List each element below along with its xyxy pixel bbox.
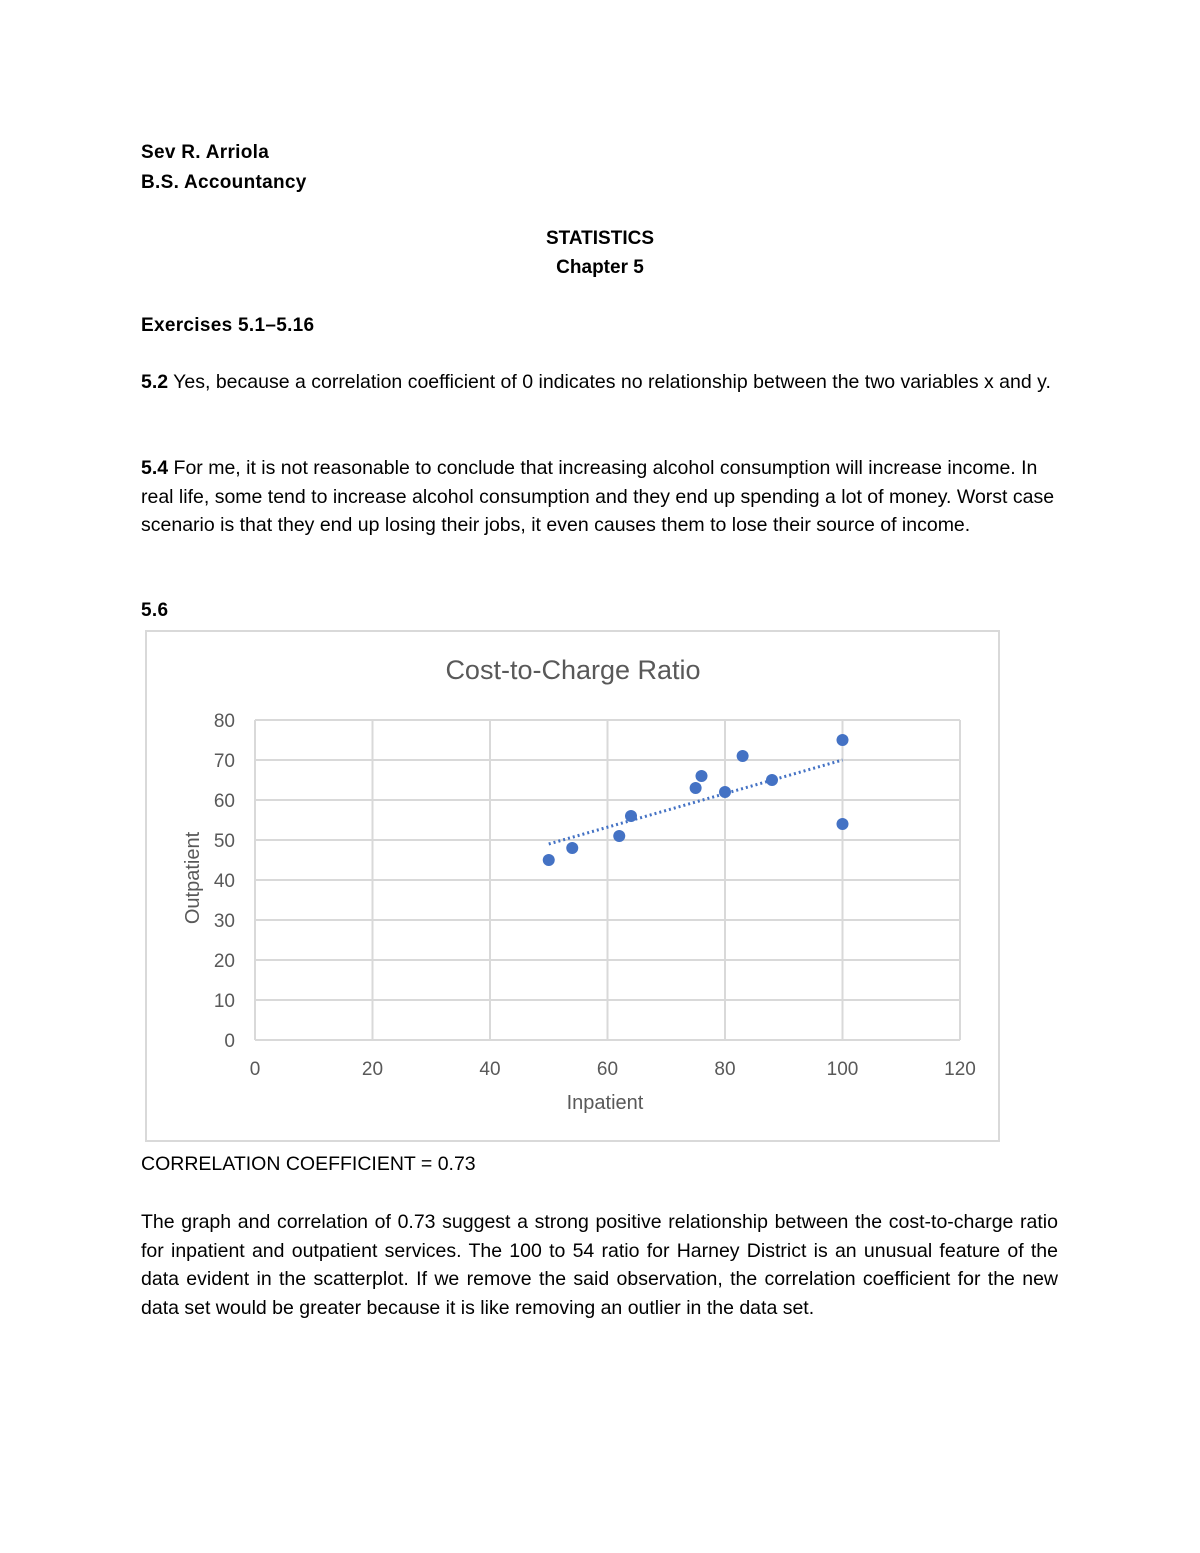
answer-5-2-text: Yes, because a correlation coefficient of 0 indicates no relationship between the two variables x and y. (168, 371, 1051, 393)
x-tick-label: 40 (479, 1059, 501, 1080)
x-tick-label: 80 (714, 1059, 736, 1080)
x-tick-label: 20 (361, 1059, 384, 1080)
data-point (737, 750, 749, 762)
correlation-result: CORRELATION COEFFICIENT = 0.73 (141, 1153, 476, 1175)
scatter-chart (147, 632, 998, 1140)
data-point (690, 782, 702, 794)
trendline-layer (549, 760, 843, 844)
data-point (719, 786, 731, 798)
y-axis-label: Outpatient (182, 831, 204, 925)
data-point (625, 810, 637, 822)
data-point (766, 774, 778, 786)
answer-5-4 (141, 454, 1061, 540)
grid-lines (255, 720, 960, 1040)
data-point (543, 854, 555, 866)
y-tick-label: 50 (213, 831, 235, 852)
y-tick-label: 60 (213, 791, 235, 812)
answer-5-6-discussion: The graph and correlation of 0.73 suggest a strong positive relationship between the cost-to-charge ratio for inpatient and outpatient services. The 100 to 54 ratio for Harney District is an unusual feature of the data evident in the scatterplot. If we remove the said observation, the correlation coefficient for the new data set would be greater because it is like removing an outlier in the data set. (141, 1211, 1058, 1319)
subject-title: STATISTICS (545, 228, 655, 249)
data-point (696, 770, 708, 782)
y-tick-label: 10 (213, 991, 235, 1012)
data-point (613, 830, 625, 842)
answer-5-6-number: 5.6 (141, 600, 169, 621)
y-tick-label: 30 (213, 911, 235, 932)
chapter-title: Chapter 5 (556, 257, 644, 278)
exercises-heading: Exercises 5.1–5.16 (141, 315, 315, 336)
trendline (549, 760, 843, 844)
y-tick-label: 20 (213, 951, 235, 972)
scatter-chart-frame (145, 630, 1000, 1142)
y-tick-label: 0 (224, 1031, 235, 1052)
y-tick-label: 70 (213, 751, 235, 772)
x-tick-label: 120 (944, 1059, 976, 1080)
x-axis-label: Inpatient (566, 1092, 644, 1114)
x-tick-label: 0 (249, 1059, 261, 1080)
author-name: Sev R. Arriola (141, 142, 270, 163)
author-program: B.S. Accountancy (141, 172, 307, 193)
data-point (837, 734, 849, 746)
y-tick-label: 40 (213, 871, 235, 892)
data-point (837, 818, 849, 830)
answer-5-4-text: For me, it is not reasonable to conclude that increasing alcohol consumption will increase income. In real life, some tend to increase alcohol consumption and they end up spending a lot of money. Worst case scenario is that they end up losing their jobs, it even causes them to lose their source of income. (141, 457, 1055, 536)
x-tick-label: 100 (826, 1059, 859, 1080)
x-tick-label: 60 (596, 1059, 619, 1080)
answer-5-2 (141, 368, 1061, 397)
data-point (566, 842, 578, 854)
chart-title: Cost-to-Charge Ratio (445, 655, 701, 685)
answer-5-2-number: 5.2 (141, 371, 169, 393)
answer-5-4-number: 5.4 (141, 457, 169, 479)
y-tick-label: 80 (213, 711, 235, 732)
tick-labels (214, 711, 976, 1080)
